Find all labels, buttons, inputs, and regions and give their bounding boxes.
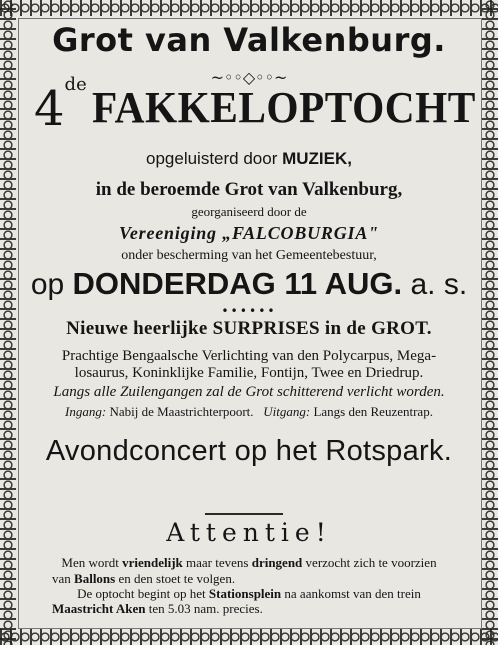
- edition-number: [34, 74, 94, 137]
- ornament-divider: ~◦◦◇◦◦~: [210, 68, 288, 87]
- notice-4a: Maastricht Aken: [52, 601, 146, 616]
- date-line: [0, 268, 498, 300]
- attentie-heading: Attentie!: [166, 518, 332, 547]
- decorative-border-top: [0, 0, 498, 16]
- music-line-strong: MUZIEK,: [282, 149, 352, 168]
- date-op: op: [30, 268, 65, 301]
- location-line: in de beroemde Grot van Valkenburg,: [95, 179, 403, 200]
- notice-1a: Men wordt: [61, 555, 123, 570]
- date-main: DONDERDAG 11 AUG.: [72, 266, 403, 301]
- dot-divider: ••••••: [221, 304, 277, 318]
- concert-line: Avondconcert op het Rotspark.: [45, 435, 453, 467]
- music-line: [0, 150, 498, 167]
- notice-2b: Ballons: [74, 571, 116, 586]
- entrance-label: Ingang:: [65, 404, 107, 419]
- notice-3a: De optocht begint op het: [77, 586, 209, 601]
- edition-number-value: 4: [34, 81, 65, 137]
- decorative-border-bottom: [0, 629, 498, 645]
- exit-text: Langs den Reuzentrap.: [310, 404, 433, 419]
- notice-1e: verzocht zich te voorzien: [302, 555, 437, 570]
- music-line-prefix: opgeluisterd door: [146, 149, 283, 168]
- notice-line-4: [52, 601, 472, 617]
- notice-1b: vriendelijk: [122, 555, 183, 570]
- notice-1c: maar tevens: [182, 555, 252, 570]
- poster-title: Grot van Valkenburg.: [52, 21, 446, 59]
- entrance-exit-line: [0, 405, 498, 418]
- patronage-line: onder bescherming van het Gemeentebestuur,: [121, 248, 377, 263]
- illumination-line-2: losaurus, Koninklijke Familie, Fontijn, Twee en Driedrup.: [74, 365, 424, 381]
- notice-3c: na aankomst van den trein: [281, 586, 421, 601]
- notice-3b: Stationsplein: [208, 586, 282, 601]
- surprises-line: Nieuwe heerlijke SURPRISES in de GROT.: [66, 318, 432, 339]
- notice-2a: van: [52, 571, 75, 586]
- organized-by-line: georganiseerd door de: [191, 204, 307, 219]
- entrance-text: Nabij de Maastrichterpoort.: [106, 404, 254, 419]
- main-heading: FAKKELOPTOCHT: [92, 83, 476, 132]
- notice-4b: ten 5.03 nam. precies.: [145, 601, 263, 616]
- association-line: Vereeniging „FALCOBURGIA": [119, 223, 379, 243]
- notice-1d: dringend: [251, 555, 303, 570]
- notice-line-2: [52, 571, 472, 587]
- illumination-line-3: Langs alle Zuilengangen zal de Grot schitterend verlicht worden.: [53, 384, 445, 400]
- attentie-rule: [205, 513, 283, 515]
- edition-superscript: de: [64, 74, 87, 95]
- notice-line-1: [0, 555, 498, 571]
- illumination-line-1: Prachtige Bengaalsche Verlichting van den Polycarpus, Mega-: [61, 348, 437, 364]
- notice-line-3: [0, 586, 498, 602]
- date-suffix: a. s.: [410, 268, 468, 301]
- exit-label: Uitgang:: [263, 404, 311, 419]
- notice-2c: en den stoet te volgen.: [115, 571, 236, 586]
